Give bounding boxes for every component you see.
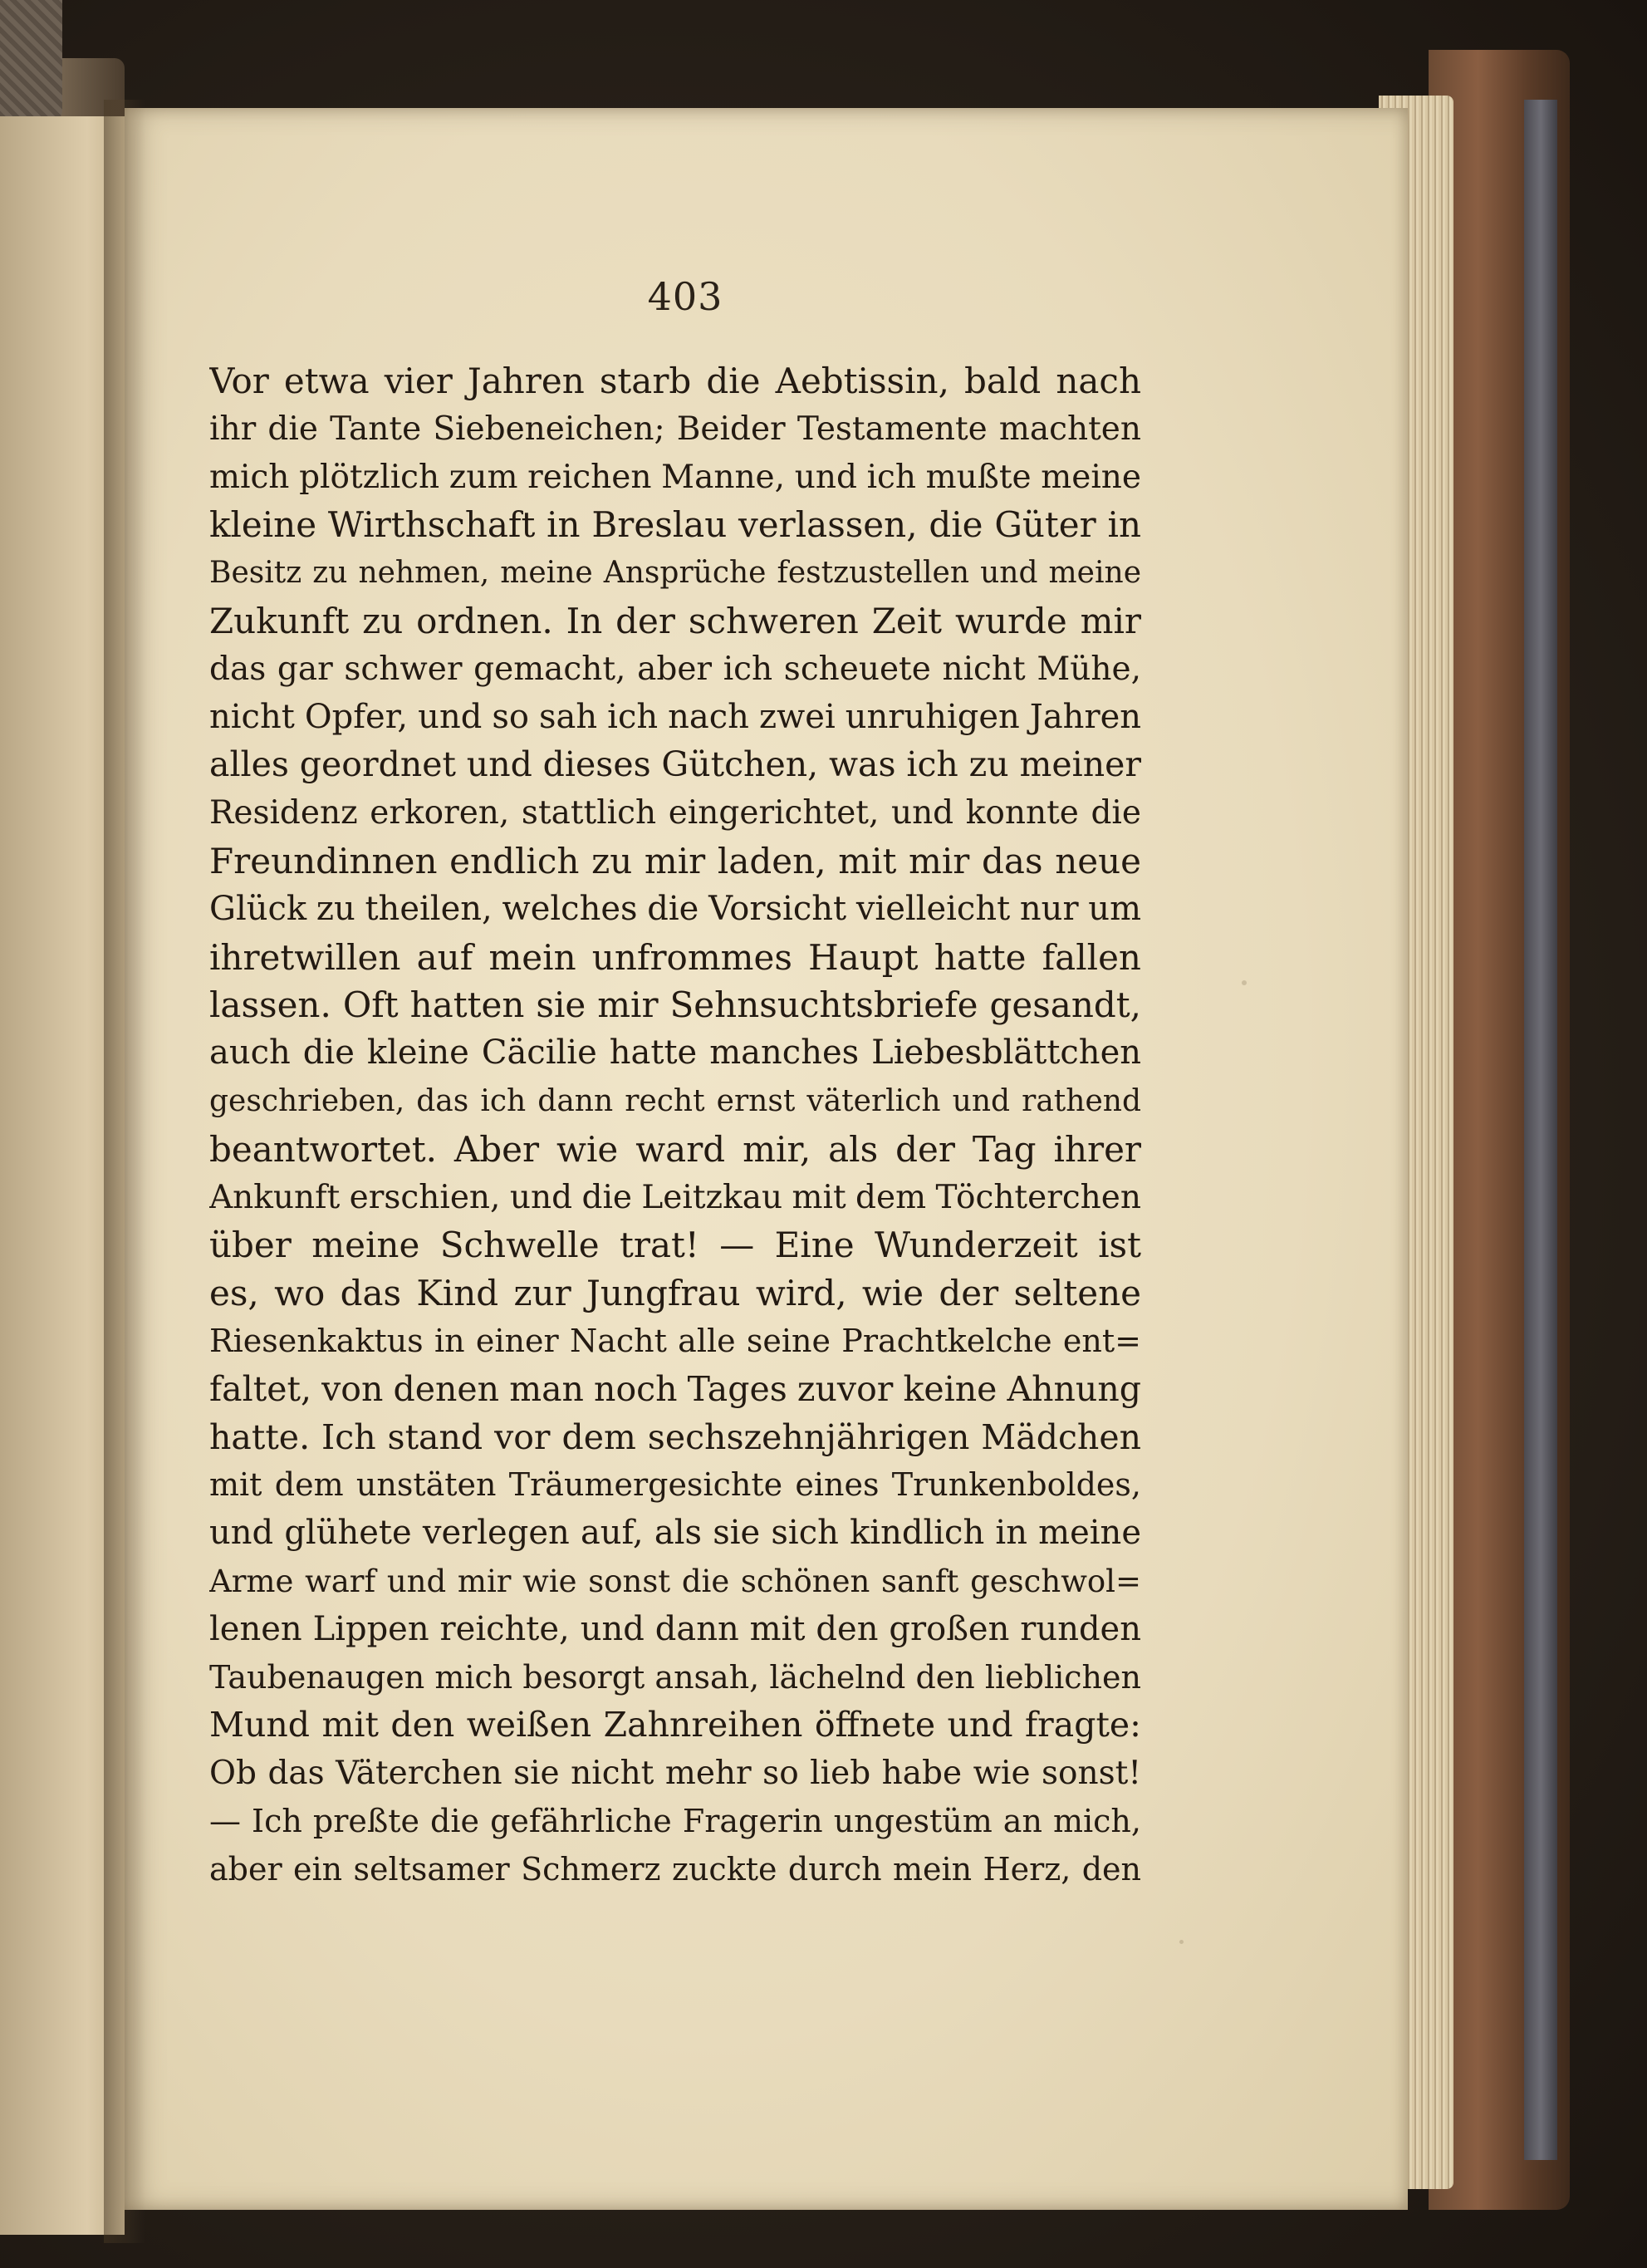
text-line: mich plötzlich zum reichen Manne, und ich mußte meine	[209, 458, 1141, 496]
text-line: Vor etwa vier Jahren starb die Aebtissin, bald nach	[209, 361, 1141, 401]
text-line: es, wo das Kind zur Jungfrau wird, wie der seltene	[209, 1273, 1141, 1314]
page-speck	[1179, 1940, 1184, 1944]
text-line: lassen. Oft hatten sie mir Sehnsuchtsbriefe gesandt,	[209, 984, 1141, 1026]
cloth-strap	[0, 0, 62, 125]
text-line: und glühete verlegen auf, als sie sich kindlich in meine	[209, 1514, 1141, 1553]
text-line: Riesenkaktus in einer Nacht alle seine Prachtkelche ent=	[209, 1322, 1141, 1359]
text-line: beantwortet. Aber wie ward mir, als der Tag ihrer	[209, 1128, 1141, 1170]
text-line: Ob das Väterchen sie nicht mehr so lieb habe wie sonst!	[209, 1755, 1141, 1793]
text-line: Ankunft erschien, und die Leitzkau mit dem Töchterchen	[209, 1178, 1141, 1216]
text-line: geschrieben, das ich dann recht ernst väterlich und rathend	[209, 1083, 1141, 1118]
text-line: nicht Opfer, und so sah ich nach zwei unruhigen Jahren	[209, 697, 1141, 736]
text-line: auch die kleine Cäcilie hatte manches Liebesblättchen	[209, 1033, 1141, 1073]
text-line: Residenz erkoren, stattlich eingerichtet, und konnte die	[209, 794, 1141, 832]
text-line: — Ich preßte die gefährliche Fragerin ungestüm an mich,	[209, 1802, 1141, 1839]
cover-spine-edge	[1524, 100, 1557, 2160]
text-line: Besitz zu nehmen, meine Ansprüche festzustellen und meine	[209, 556, 1141, 591]
text-line: Arme warf und mir wie sonst die schönen sanft geschwol=	[209, 1563, 1141, 1599]
text-line: aber ein seltsamer Schmerz zuckte durch mein Herz, den	[209, 1850, 1141, 1888]
text-line: faltet, von denen man noch Tages zuvor keine Ahnung	[209, 1368, 1141, 1409]
text-line: mit dem unstäten Träumergesichte eines Trunkenboldes,	[209, 1466, 1141, 1504]
text-line: Zukunft zu ordnen. In der schweren Zeit wurde mir	[209, 600, 1141, 641]
text-line: über meine Schwelle trat! — Eine Wunderzeit ist	[209, 1225, 1141, 1266]
text-line: ihr die Tante Siebeneichen; Beider Testamente machten	[209, 410, 1141, 448]
text-line: Freundinnen endlich zu mir laden, mit mir das neue	[209, 840, 1141, 881]
text-line: Taubenaugen mich besorgt ansah, lächelnd den lieblichen	[209, 1658, 1141, 1696]
text-line: das gar schwer gemacht, aber ich scheuete nicht Mühe,	[209, 650, 1141, 688]
text-line: lenen Lippen reichte, und dann mit den großen runden	[209, 1609, 1141, 1648]
text-line: ihretwillen auf mein unfrommes Haupt hatte fallen	[209, 936, 1141, 978]
page-gutter-shadow	[104, 100, 145, 2243]
text-line: kleine Wirthschaft in Breslau verlassen, die Güter in	[209, 504, 1141, 546]
text-line: Glück zu theilen, welches die Vorsicht vielleicht nur um	[209, 889, 1141, 928]
page-number: 403	[647, 274, 723, 319]
text-line: hatte. Ich stand vor dem sechszehnjährigen Mädchen	[209, 1416, 1141, 1457]
body-text	[209, 357, 1141, 1894]
page-speck	[1242, 980, 1247, 985]
text-line: alles geordnet und dieses Gütchen, was ich zu meiner	[209, 744, 1141, 785]
text-line: Mund mit den weißen Zahnreihen öffnete und fragte:	[209, 1705, 1141, 1745]
